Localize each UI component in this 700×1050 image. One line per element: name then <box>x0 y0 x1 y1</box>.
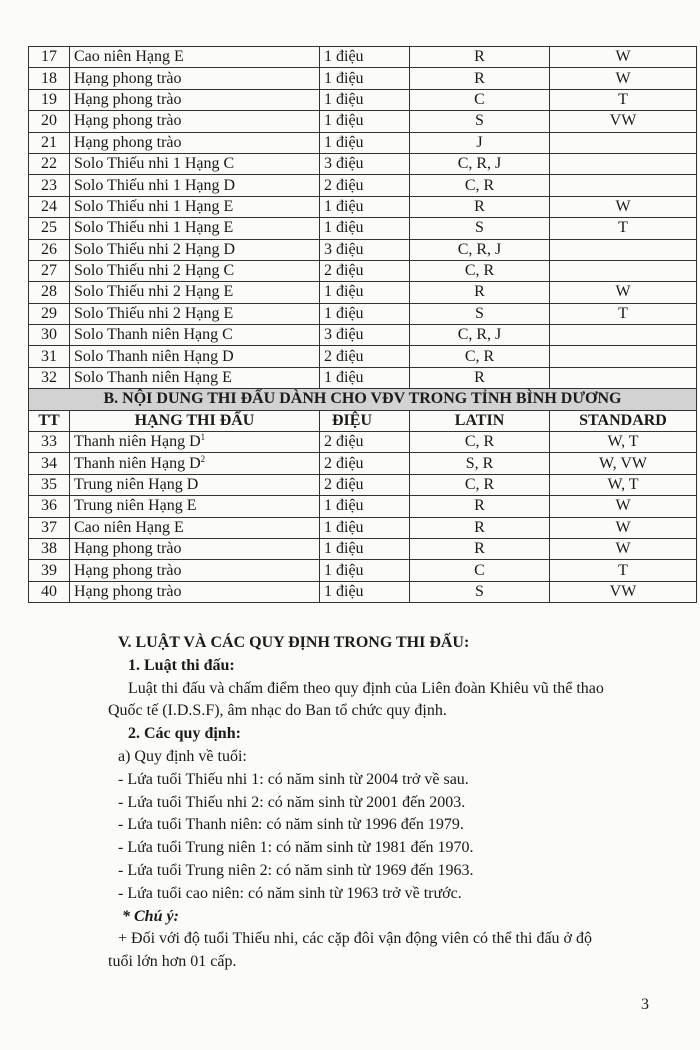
table-row <box>29 367 697 388</box>
latin-cell: C, R, J <box>410 153 550 174</box>
row-number: 23 <box>29 175 70 196</box>
age-item: - Lứa tuổi Thiếu nhi 2: có năm sinh từ 2001 đến 2003. <box>118 793 466 811</box>
dance-count-cell: 1 điệu <box>320 560 410 581</box>
table-row <box>29 560 697 581</box>
dance-count-cell: 3 điệu <box>320 325 410 346</box>
standard-cell <box>550 325 697 346</box>
footnote-marker: 1 <box>200 432 206 443</box>
row-number: 36 <box>29 496 70 517</box>
standard-cell: T <box>550 89 697 110</box>
category-cell <box>70 175 320 196</box>
table-row <box>29 68 697 89</box>
category-text: Cao niên Hạng E <box>74 48 184 66</box>
category-text: Solo Thiếu nhi 2 Hạng D <box>74 240 236 258</box>
standard-cell: W <box>550 196 697 217</box>
category-cell <box>70 132 320 153</box>
table-header-row <box>29 410 697 431</box>
standard-cell: W <box>550 68 697 89</box>
standard-cell <box>550 175 697 196</box>
row-number: 31 <box>29 346 70 367</box>
standard-cell: W <box>550 282 697 303</box>
category-text: Hạng phong trào <box>74 561 182 579</box>
row-number: 25 <box>29 218 70 239</box>
category-text: Trung niên Hạng E <box>74 497 197 515</box>
latin-cell: S, R <box>410 453 550 474</box>
category-text: Solo Thanh niên Hạng C <box>74 326 233 344</box>
category-cell <box>70 303 320 324</box>
row-number: 35 <box>29 474 70 495</box>
dance-count-cell: 1 điệu <box>320 218 410 239</box>
dance-count-cell: 1 điệu <box>320 68 410 89</box>
dance-count-cell: 2 điệu <box>320 175 410 196</box>
category-cell <box>70 325 320 346</box>
category-text: Solo Thiếu nhi 1 Hạng E <box>74 219 234 237</box>
dance-count-cell: 1 điệu <box>320 517 410 538</box>
category-cell <box>70 538 320 559</box>
row-number: 17 <box>29 47 70 68</box>
category-cell <box>70 453 320 474</box>
table-row <box>29 346 697 367</box>
latin-cell: C <box>410 89 550 110</box>
standard-cell <box>550 260 697 281</box>
row-number: 28 <box>29 282 70 303</box>
category-text: Cao niên Hạng E <box>74 518 184 536</box>
note-heading: * Chú ý: <box>122 907 179 925</box>
header-dance: ĐIỆU <box>320 410 410 431</box>
header-standard: STANDARD <box>550 410 697 431</box>
dance-count-cell: 1 điệu <box>320 581 410 602</box>
competition-table <box>28 46 697 603</box>
category-cell <box>70 560 320 581</box>
latin-cell: J <box>410 132 550 153</box>
category-cell <box>70 282 320 303</box>
category-cell <box>70 153 320 174</box>
latin-cell: C, R <box>410 175 550 196</box>
latin-cell: R <box>410 367 550 388</box>
dance-count-cell: 2 điệu <box>320 474 410 495</box>
category-text: Trung niên Hạng D <box>74 476 199 493</box>
note-line2: tuổi lớn hơn 01 cấp. <box>108 953 237 971</box>
rules-section <box>0 632 700 974</box>
standard-cell: T <box>550 303 697 324</box>
table-row <box>29 453 697 474</box>
category-text: Thanh niên Hạng D <box>74 433 201 451</box>
category-text: Solo Thanh niên Hạng D <box>74 347 234 365</box>
standard-cell <box>550 367 697 388</box>
table-row <box>29 111 697 132</box>
row-number: 39 <box>29 560 70 581</box>
standard-cell: W, VW <box>550 453 697 474</box>
table-row <box>29 432 697 453</box>
dance-count-cell: 1 điệu <box>320 303 410 324</box>
age-item: - Lứa tuổi cao niên: có năm sinh từ 1963 trở về trước. <box>118 884 462 902</box>
rules-paragraph-line1: Luật thi đấu và chấm điểm theo quy định của Liên đoàn Khiêu vũ thể thao <box>128 679 604 697</box>
table-row <box>29 517 697 538</box>
latin-cell: R <box>410 517 550 538</box>
table-row <box>29 496 697 517</box>
rules-heading: 1. Luật thi đấu: <box>128 656 235 674</box>
category-text: Solo Thiếu nhi 1 Hạng E <box>74 197 234 215</box>
category-cell <box>70 89 320 110</box>
row-number: 34 <box>29 453 70 474</box>
rules-paragraph-line2: Quốc tế (I.D.S.F), âm nhạc do Ban tổ chức quy định. <box>108 702 447 720</box>
latin-cell: C <box>410 560 550 581</box>
dance-count-cell: 1 điệu <box>320 196 410 217</box>
standard-cell: W <box>550 538 697 559</box>
latin-cell: R <box>410 282 550 303</box>
latin-cell: C, R <box>410 346 550 367</box>
footnote-marker: 2 <box>200 453 206 464</box>
category-text: Solo Thiếu nhi 2 Hạng C <box>74 262 235 280</box>
category-cell <box>70 196 320 217</box>
age-item: - Lứa tuổi Thanh niên: có năm sinh từ 1996 đến 1979. <box>118 816 464 834</box>
standard-cell: VW <box>550 111 697 132</box>
age-regulation-label: a) Quy định về tuổi: <box>118 747 247 765</box>
category-text: Hạng phong trào <box>74 112 182 130</box>
category-text: Hạng phong trào <box>74 540 182 558</box>
standard-cell: W <box>550 517 697 538</box>
dance-count-cell: 1 điệu <box>320 47 410 68</box>
dance-count-cell: 2 điệu <box>320 346 410 367</box>
latin-cell: R <box>410 496 550 517</box>
header-tt: TT <box>29 410 70 431</box>
standard-cell: W, T <box>550 474 697 495</box>
category-text: Thanh niên Hạng D <box>74 454 201 472</box>
latin-cell: S <box>410 303 550 324</box>
dance-count-cell: 1 điệu <box>320 538 410 559</box>
category-text: Solo Thiếu nhi 1 Hạng D <box>74 176 236 194</box>
note-line1: + Đối với độ tuổi Thiếu nhi, các cặp đôi vận động viên có thể thi đấu ở độ <box>118 930 592 948</box>
category-cell <box>70 218 320 239</box>
dance-count-cell: 1 điệu <box>320 111 410 132</box>
category-text: Solo Thanh niên Hạng E <box>74 369 232 387</box>
table-row <box>29 47 697 68</box>
row-number: 40 <box>29 581 70 602</box>
dance-count-cell: 1 điệu <box>320 132 410 153</box>
category-text: Solo Thiếu nhi 2 Hạng E <box>74 283 234 301</box>
category-cell <box>70 111 320 132</box>
latin-cell: R <box>410 538 550 559</box>
table-row <box>29 89 697 110</box>
row-number: 20 <box>29 111 70 132</box>
age-item: - Lứa tuổi Thiếu nhi 1: có năm sinh từ 2004 trở về sau. <box>118 770 469 788</box>
dance-count-cell: 1 điệu <box>320 89 410 110</box>
latin-cell: R <box>410 68 550 89</box>
regulations-heading: 2. Các quy định: <box>128 725 241 743</box>
section-b-row <box>29 389 697 410</box>
table-row <box>29 153 697 174</box>
table-row <box>29 218 697 239</box>
table-row <box>29 325 697 346</box>
section-b-heading: B. NỘI DUNG THI ĐẤU DÀNH CHO VĐV TRONG TỈNH BÌNH DƯƠNG <box>29 389 697 410</box>
row-number: 27 <box>29 260 70 281</box>
latin-cell: C, R <box>410 432 550 453</box>
category-text: Hạng phong trào <box>74 90 182 108</box>
latin-cell: S <box>410 111 550 132</box>
category-cell <box>70 474 320 495</box>
row-number: 29 <box>29 303 70 324</box>
dance-count-cell: 1 điệu <box>320 496 410 517</box>
page-number: 3 <box>641 996 649 1013</box>
row-number: 37 <box>29 517 70 538</box>
table-row <box>29 282 697 303</box>
standard-cell: T <box>550 218 697 239</box>
row-number: 22 <box>29 153 70 174</box>
standard-cell: W <box>550 47 697 68</box>
row-number: 38 <box>29 538 70 559</box>
section-v-heading: V. LUẬT VÀ CÁC QUY ĐỊNH TRONG THI ĐẤU: <box>118 634 470 651</box>
category-cell <box>70 367 320 388</box>
category-cell <box>70 47 320 68</box>
table-row <box>29 175 697 196</box>
category-cell <box>70 239 320 260</box>
standard-cell <box>550 132 697 153</box>
row-number: 33 <box>29 432 70 453</box>
dance-count-cell: 2 điệu <box>320 260 410 281</box>
category-text: Solo Thiếu nhi 2 Hạng E <box>74 304 234 322</box>
table-row <box>29 581 697 602</box>
table-row <box>29 239 697 260</box>
category-cell <box>70 260 320 281</box>
dance-count-cell: 1 điệu <box>320 367 410 388</box>
standard-cell: VW <box>550 581 697 602</box>
latin-cell: C, R, J <box>410 239 550 260</box>
dance-count-cell: 1 điệu <box>320 282 410 303</box>
latin-cell: S <box>410 218 550 239</box>
age-item: - Lứa tuổi Trung niên 1: có năm sinh từ 1981 đến 1970. <box>118 839 474 857</box>
dance-count-cell: 3 điệu <box>320 239 410 260</box>
category-cell <box>70 517 320 538</box>
standard-cell: W, T <box>550 432 697 453</box>
row-number: 21 <box>29 132 70 153</box>
category-text: Hạng phong trào <box>74 69 182 87</box>
row-number: 19 <box>29 89 70 110</box>
dance-count-cell: 2 điệu <box>320 432 410 453</box>
row-number: 26 <box>29 239 70 260</box>
dance-count-cell: 2 điệu <box>320 453 410 474</box>
age-item: - Lứa tuổi Trung niên 2: có năm sinh từ 1969 đến 1963. <box>118 861 474 879</box>
category-cell <box>70 496 320 517</box>
latin-cell: C, R <box>410 260 550 281</box>
category-cell <box>70 68 320 89</box>
table-row <box>29 303 697 324</box>
header-latin: LATIN <box>410 410 550 431</box>
category-text: Solo Thiếu nhi 1 Hạng C <box>74 155 235 173</box>
latin-cell: R <box>410 47 550 68</box>
latin-cell: R <box>410 196 550 217</box>
standard-cell <box>550 153 697 174</box>
latin-cell: C, R <box>410 474 550 495</box>
table-row <box>29 474 697 495</box>
category-cell <box>70 432 320 453</box>
table-row <box>29 132 697 153</box>
category-text: Hạng phong trào <box>74 133 182 151</box>
category-text: Hạng phong trào <box>74 582 182 600</box>
latin-cell: S <box>410 581 550 602</box>
category-cell <box>70 346 320 367</box>
row-number: 18 <box>29 68 70 89</box>
row-number: 24 <box>29 196 70 217</box>
standard-cell: W <box>550 496 697 517</box>
dance-count-cell: 3 điệu <box>320 153 410 174</box>
row-number: 32 <box>29 367 70 388</box>
standard-cell <box>550 346 697 367</box>
table-row <box>29 196 697 217</box>
category-cell <box>70 581 320 602</box>
standard-cell <box>550 239 697 260</box>
standard-cell: T <box>550 560 697 581</box>
table-row <box>29 538 697 559</box>
header-category: HẠNG THI ĐẤU <box>70 410 320 431</box>
row-number: 30 <box>29 325 70 346</box>
table-row <box>29 260 697 281</box>
latin-cell: C, R, J <box>410 325 550 346</box>
